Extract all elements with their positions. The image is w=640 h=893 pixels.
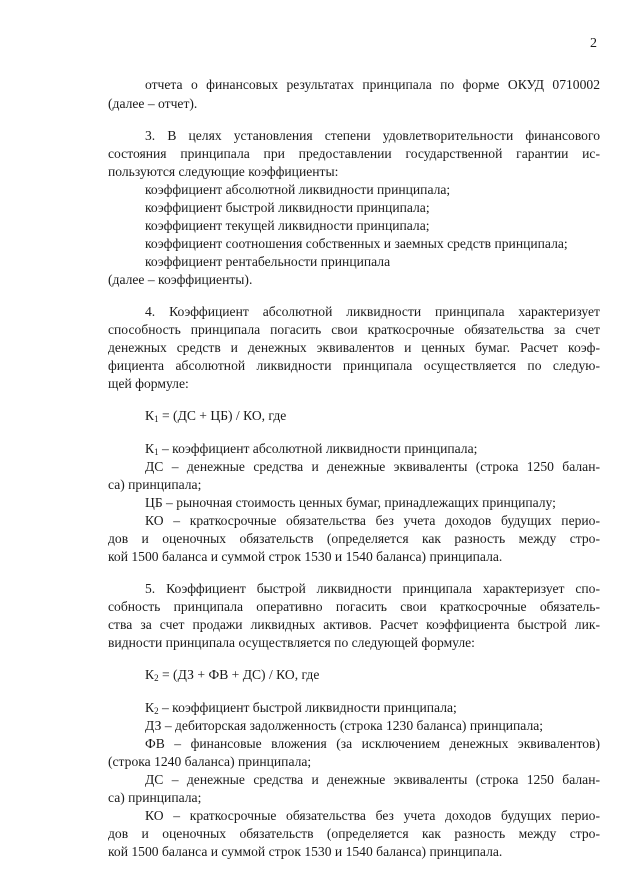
definition-line: ДЗ – дебиторская задолженность (строка 1230 баланса) принципала; [145, 718, 544, 733]
paragraph-4-line: денежных средств и денежных эквивалентов и ценных бумаг. Расчет коэф- [108, 340, 600, 355]
paragraph-5-line: ства за счет продажи ликвидных активов. Расчет коэффициента быстрой лик- [108, 617, 600, 632]
formula-k2: $К_2 = (ДЗ$ + ФВ + ДС) / КО, где [145, 667, 320, 683]
paragraph-4-line: фициента абсолютной ликвидности принципала осуществляется по следую- [108, 358, 600, 373]
paragraph-3-line: (далее – коэффициенты). [108, 272, 253, 287]
paragraph-4-line: щей формуле: [108, 376, 189, 391]
definition-line: са) принципала; [108, 790, 202, 805]
formula-k1: $К_1 = (ДС + ЦБ)$ / КО, где [145, 408, 287, 424]
paragraph-4-line: 4. Коэффициент абсолютной ликвидности принципала характеризует [145, 304, 600, 319]
definition-line: дов и оценочных обязательств (определяется как разность между стро- [108, 531, 600, 546]
paragraph-5-line: 5. Коэффициент быстрой ликвидности принципала характеризует спо- [145, 581, 600, 596]
definition-line: са) принципала; [108, 477, 202, 492]
text-line: отчета о финансовых результатах принципала по форме ОКУД 0710002 [145, 77, 600, 92]
definition-line: ДС – денежные средства и денежные эквиваленты (строка 1250 балан- [145, 772, 600, 787]
definition-line: (строка 1240 баланса) принципала; [108, 754, 312, 769]
list-item: коэффициент рентабельности принципала [145, 254, 391, 269]
definition-line: дов и оценочных обязательств (определяется как разность между стро- [108, 826, 600, 841]
text-line: (далее – отчет). [108, 96, 198, 111]
paragraph-5-line: собность принципала оперативно погасить свои краткосрочные обязатель- [108, 599, 600, 614]
definition-line: ЦБ – рыночная стоимость ценных бумаг, принадлежащих принципалу; [145, 495, 556, 510]
definition-line: КО – краткосрочные обязательства без учета доходов будущих перио- [145, 513, 600, 528]
list-item: коэффициент абсолютной ликвидности принципала; [145, 182, 451, 197]
definition-line: кой 1500 баланса и суммой строк 1530 и 1540 баланса) принципала. [108, 549, 503, 564]
definition-k1: $К_1$ – коэффициент абсолютной ликвидности принципала; [145, 441, 478, 457]
definition-line: ФВ – финансовые вложения (за исключением денежных эквивалентов) [145, 736, 600, 751]
definition-line: КО – краткосрочные обязательства без учета доходов будущих перио- [145, 808, 600, 823]
list-item: коэффициент быстрой ликвидности принципала; [145, 200, 430, 215]
paragraph-3-line: 3. В целях установления степени удовлетворительности финансового [145, 128, 600, 143]
paragraph-3-line: пользуются следующие коэффициенты: [108, 164, 339, 179]
definition-line: ДС – денежные средства и денежные эквиваленты (строка 1250 балан- [145, 459, 600, 474]
paragraph-5-line: видности принципала осуществляется по следующей формуле: [108, 635, 475, 650]
list-item: коэффициент текущей ликвидности принципала; [145, 218, 430, 233]
paragraph-4-line: способность принципала погасить свои краткосрочные обязательства за счет [108, 322, 600, 337]
page-number: 2 [590, 36, 597, 51]
definition-line: кой 1500 баланса и суммой строк 1530 и 1540 баланса) принципала. [108, 844, 503, 859]
definition-k2: $К_2$ – коэффициент быстрой ликвидности принципала; [145, 700, 457, 716]
paragraph-3-line: состояния принципала при предоставлении государственной гарантии ис- [108, 146, 600, 161]
list-item: коэффициент соотношения собственных и заемных средств принципала; [145, 236, 568, 251]
